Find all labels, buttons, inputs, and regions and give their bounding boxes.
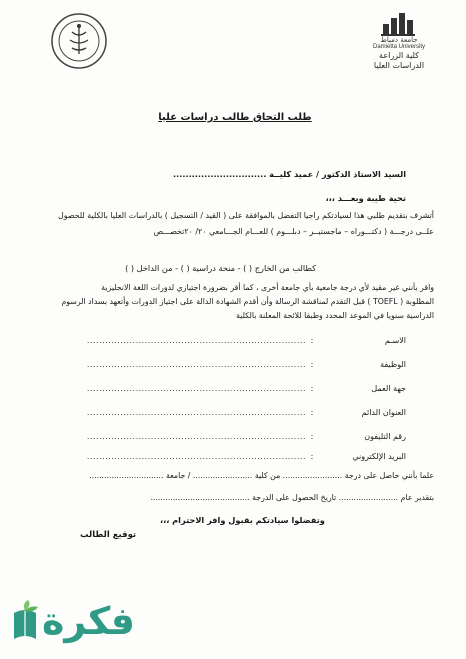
degree-line: علما بأنني حاصل على درجة ........................ من كلية ........................ / جامعة .............................. <box>89 471 434 480</box>
field-label: رقم التليفون <box>364 432 406 441</box>
department-name: الدراسات العليا <box>373 61 425 70</box>
field-phone[interactable]: رقم التليفون : ........................................................................ <box>86 432 406 441</box>
field-blank: ........................................................................ <box>86 408 306 417</box>
field-blank: ........................................................................ <box>86 360 306 369</box>
field-label: جهة العمل <box>371 384 406 393</box>
paragraph-declaration-line-2: المطلوبة ( TOEFL ) قبل التقدم لمناقشة الرسالة وأن أقدم الشهادة الدالة على اجتياز الدورات وأتعهد بسداد الرسوم <box>61 297 434 306</box>
field-name[interactable]: الاسـم : ........................................................................ <box>86 336 406 345</box>
university-logo <box>368 10 430 70</box>
salutation: السيد الاستاذ الدكتور / عميد كليــة .............................. <box>173 169 406 179</box>
closing-line: وتفضلوا سيادتكم بقبول وافر الاحترام ،،، <box>160 515 325 525</box>
university-name-en: Damietta University <box>372 44 425 50</box>
field-label: الوظيفة <box>380 360 406 369</box>
page-title: طلب التحاق طالب دراسات عليا <box>158 112 312 123</box>
applicant-type-line: كطالب من الخارج ( ) - منحة دراسية ( ) - من الداخل ( ) <box>125 263 316 273</box>
field-blank: ........................................................................ <box>86 452 306 461</box>
paragraph-declaration-line-1: واقر بأنني غير مقيد لأي درجة جامعية بأي جامعة أخرى ، كما أقر بضرورة اجتيازي لدورات اللغة الانجليزية <box>101 283 434 292</box>
field-job[interactable]: الوظيفة : ........................................................................ <box>86 360 406 369</box>
paragraph-request-line-1: أتشرف بتقديم طلبي هذا لسيادتكم راجيا التفضل بالموافقة على ( القيد / التسجيل ) بالدراسات العليا بالكلية للحصول <box>58 211 434 220</box>
university-name-ar: جامعة دمياط <box>380 36 418 44</box>
field-label: البريد الإلكتروني <box>352 452 406 461</box>
field-blank: ........................................................................ <box>86 384 306 393</box>
field-label: العنوان الدائم <box>361 408 406 417</box>
paragraph-declaration-line-3: الدراسية سنويا في الموعد المحدد وطبقا للائحة المعلنة بالكلية <box>236 311 434 320</box>
faculty-name: كلية الزراعة <box>379 51 419 60</box>
field-blank: ........................................................................ <box>86 336 306 345</box>
university-emblem-icon <box>379 10 419 36</box>
field-address[interactable]: العنوان الدائم : ........................................................................ <box>86 408 406 417</box>
signature-label: توقيع الطالب <box>80 530 137 540</box>
grade-line: بتقدير عام ........................ تاريخ الحصول على الدرجة ........................................ <box>150 493 434 502</box>
field-employer[interactable]: جهة العمل : ........................................................................ <box>86 384 406 393</box>
leaf-book-icon <box>8 599 42 643</box>
watermark-text: فكرة <box>42 599 136 643</box>
field-email[interactable]: البريد الإلكتروني : ........................................................................ <box>86 452 406 461</box>
faculty-seal-icon <box>50 12 108 70</box>
greeting: تحية طيبة وبعـــد ،،، <box>325 193 406 203</box>
watermark-logo <box>8 590 158 652</box>
paragraph-request-line-2: علــى درجـــة ( دكتـــوراه – ماجستيــر – دبلـــوم ) للعـــام الجـــامعي ٢٠/ ٢٠تخصـــص <box>153 227 434 236</box>
field-blank: ........................................................................ <box>86 432 306 441</box>
field-label: الاسـم <box>384 336 406 345</box>
